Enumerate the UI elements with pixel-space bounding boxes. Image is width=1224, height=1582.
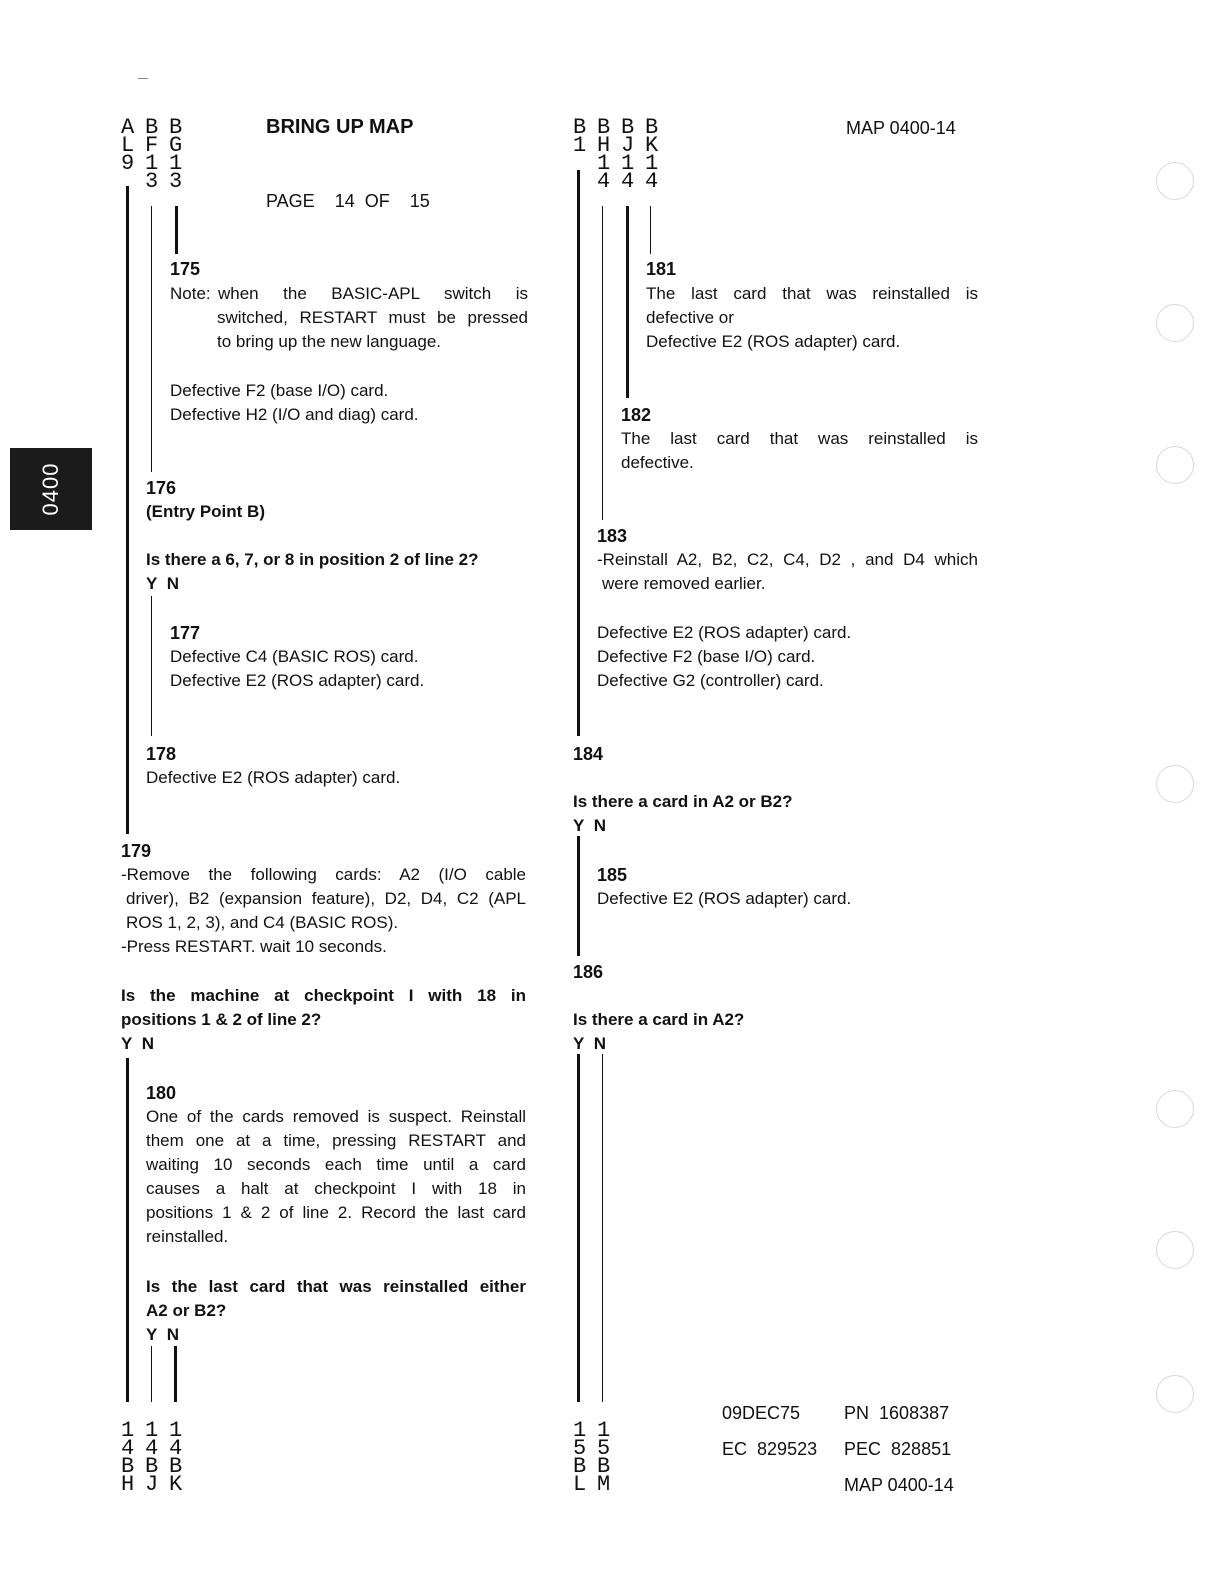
binder-hole bbox=[1156, 162, 1194, 200]
note-line: switched, RESTART must be pressed bbox=[217, 308, 528, 327]
step-178-number: 178 bbox=[146, 744, 177, 764]
connector-char: A bbox=[121, 115, 135, 140]
connector-char: 3 bbox=[169, 169, 183, 194]
step-181-number: 181 bbox=[646, 259, 677, 279]
section-tab-label: 0400 bbox=[38, 462, 63, 516]
footer-pec bbox=[844, 1439, 951, 1460]
connector-char: 1 bbox=[169, 151, 183, 176]
pec-value: 828851 bbox=[891, 1439, 952, 1459]
step-175-actions bbox=[170, 379, 419, 427]
binder-hole bbox=[1156, 446, 1194, 484]
step-180-actions bbox=[146, 1105, 526, 1249]
margin-dash bbox=[138, 78, 148, 79]
yes-label: Y bbox=[573, 1034, 585, 1053]
connector-char: B bbox=[169, 1454, 183, 1479]
flow-line bbox=[151, 1346, 152, 1402]
connector-char: 4 bbox=[121, 1436, 135, 1461]
connector-bh14 bbox=[597, 115, 611, 194]
flow-line bbox=[602, 206, 603, 520]
step-179-yn bbox=[121, 1032, 154, 1056]
connector-15bm bbox=[597, 1418, 611, 1497]
section-tab bbox=[10, 448, 92, 530]
connector-char: 9 bbox=[121, 151, 135, 176]
step-186-yn bbox=[573, 1032, 606, 1056]
defect-line: Defective E2 (ROS adapter) card. bbox=[597, 623, 852, 642]
action-line: defective. bbox=[621, 453, 694, 472]
connector-char: B bbox=[573, 115, 587, 140]
action-line: Defective E2 (ROS adapter) card. bbox=[597, 889, 852, 908]
step-180-question bbox=[146, 1275, 526, 1323]
pn-value: 1608387 bbox=[879, 1403, 950, 1423]
connector-char: M bbox=[597, 1472, 611, 1497]
action-line: causes a halt at checkpoint I with 18 in bbox=[146, 1179, 526, 1198]
step-177-number: 177 bbox=[170, 623, 201, 643]
step-184-number: 184 bbox=[573, 744, 604, 764]
connector-char: B bbox=[621, 115, 635, 140]
step-182-actions bbox=[621, 427, 978, 475]
flow-line bbox=[577, 1054, 580, 1402]
action-line: The last card that was reinstalled is bbox=[646, 284, 978, 303]
connector-bf13 bbox=[145, 115, 159, 194]
flow-line bbox=[650, 206, 651, 254]
yes-label: Y bbox=[121, 1034, 133, 1053]
connector-char: 1 bbox=[573, 1418, 587, 1443]
flow-line bbox=[126, 1058, 129, 1402]
step-179-question bbox=[121, 984, 526, 1032]
step-177-actions bbox=[170, 645, 424, 693]
connector-char: 1 bbox=[597, 1418, 611, 1443]
connector-14bj bbox=[145, 1418, 159, 1497]
connector-char: B bbox=[121, 1454, 135, 1479]
connector-char: B bbox=[645, 115, 659, 140]
step-185-actions bbox=[597, 887, 851, 911]
flow-line bbox=[174, 1346, 177, 1402]
action-line: were removed earlier. bbox=[602, 574, 766, 593]
note-line: when the BASIC-APL switch is bbox=[218, 284, 528, 303]
flow-line bbox=[151, 206, 152, 472]
no-label: N bbox=[593, 816, 607, 835]
ec-label: EC bbox=[722, 1439, 748, 1459]
connector-char: 1 bbox=[597, 151, 611, 176]
action-line: defective or bbox=[646, 308, 734, 327]
step-186-number: 186 bbox=[573, 962, 604, 982]
connector-char: 1 bbox=[645, 151, 659, 176]
action-line: ROS 1, 2, 3), and C4 (BASIC ROS). bbox=[126, 913, 399, 932]
binder-hole bbox=[1156, 765, 1194, 803]
question-line: Is the machine at checkpoint I with 18 in bbox=[121, 986, 526, 1005]
flow-line bbox=[602, 1054, 603, 1402]
flow-line bbox=[126, 186, 129, 834]
step-184-yn bbox=[573, 814, 606, 838]
connector-char: 1 bbox=[573, 133, 587, 158]
action-line: positions 1 & 2 of line 2. Record the last card bbox=[146, 1203, 526, 1222]
step-183-actions bbox=[597, 548, 978, 596]
connector-char: J bbox=[621, 133, 635, 158]
page-total: 15 bbox=[409, 191, 430, 211]
connector-char: B bbox=[573, 1454, 587, 1479]
footer-date: 09DEC75 bbox=[722, 1403, 801, 1423]
connector-char: B bbox=[597, 115, 611, 140]
connector-char: 5 bbox=[597, 1436, 611, 1461]
connector-char: B bbox=[145, 115, 159, 140]
action-line: driver), B2 (expansion feature), D2, D4, C2 (APL bbox=[126, 889, 526, 908]
connector-bk14 bbox=[645, 115, 659, 194]
connector-char: K bbox=[645, 133, 659, 158]
step-175-number: 175 bbox=[170, 259, 201, 279]
action-line: waiting 10 seconds each time until a card bbox=[146, 1155, 526, 1174]
flow-line bbox=[151, 596, 152, 736]
action-line: Defective F2 (base I/O) card. bbox=[170, 381, 389, 400]
no-label: N bbox=[166, 1325, 180, 1344]
question-line: Is the last card that was reinstalled either bbox=[146, 1277, 526, 1296]
connector-char: H bbox=[597, 133, 611, 158]
defect-line: Defective G2 (controller) card. bbox=[597, 671, 824, 690]
step-176-yn bbox=[146, 572, 179, 596]
no-label: N bbox=[593, 1034, 607, 1053]
page-of: OF bbox=[364, 191, 390, 211]
connector-char: L bbox=[121, 133, 135, 158]
step-182-number: 182 bbox=[621, 405, 652, 425]
pn-label: PN bbox=[844, 1403, 870, 1423]
page-title: BRING UP MAP bbox=[266, 116, 414, 138]
step-175-note bbox=[170, 282, 528, 354]
connector-char: 1 bbox=[169, 1418, 183, 1443]
connector-al9 bbox=[121, 115, 135, 176]
defect-line: Defective F2 (base I/O) card. bbox=[597, 647, 816, 666]
connector-char: F bbox=[145, 133, 159, 158]
step-176-number: 176 bbox=[146, 478, 177, 498]
note-label: Note: bbox=[170, 284, 211, 303]
connector-14bh bbox=[121, 1418, 135, 1497]
page-indicator bbox=[266, 191, 430, 212]
step-186-question: Is there a card in A2? bbox=[573, 1010, 745, 1029]
binder-hole bbox=[1156, 1375, 1194, 1413]
connector-char: 4 bbox=[621, 169, 635, 194]
connector-char: 1 bbox=[145, 151, 159, 176]
action-line: One of the cards removed is suspect. Reinstall bbox=[146, 1107, 526, 1126]
footer-ec bbox=[722, 1439, 817, 1460]
flow-line bbox=[577, 836, 580, 956]
connector-char: B bbox=[145, 1454, 159, 1479]
action-line: Defective H2 (I/O and diag) card. bbox=[170, 405, 419, 424]
connector-char: 3 bbox=[145, 169, 159, 194]
connector-char: B bbox=[597, 1454, 611, 1479]
connector-char: 4 bbox=[145, 1436, 159, 1461]
page-number: 14 bbox=[334, 191, 355, 211]
flow-line bbox=[626, 206, 629, 398]
connector-char: 4 bbox=[169, 1436, 183, 1461]
step-181-actions bbox=[646, 282, 978, 354]
action-line: Defective E2 (ROS adapter) card. bbox=[146, 768, 401, 787]
footer-pn bbox=[844, 1403, 949, 1424]
step-179-actions bbox=[121, 863, 526, 959]
flow-line bbox=[175, 206, 178, 254]
connector-char: 4 bbox=[645, 169, 659, 194]
action-line: -Reinstall A2, B2, C2, C4, D2 , and D4 which bbox=[597, 550, 978, 569]
binder-hole bbox=[1156, 1090, 1194, 1128]
action-line: Defective C4 (BASIC ROS) card. bbox=[170, 647, 419, 666]
connector-char: K bbox=[169, 1472, 183, 1497]
action-line: reinstalled. bbox=[146, 1227, 229, 1246]
yes-label: Y bbox=[146, 1325, 158, 1344]
yes-label: Y bbox=[146, 574, 158, 593]
connector-15bl bbox=[573, 1418, 587, 1497]
step-180-number: 180 bbox=[146, 1083, 177, 1103]
connector-char: 1 bbox=[145, 1418, 159, 1443]
step-183-defects bbox=[597, 621, 851, 693]
yes-label: Y bbox=[573, 816, 585, 835]
map-id-header: MAP 0400-14 bbox=[846, 118, 956, 138]
step-180-yn bbox=[146, 1323, 179, 1347]
step-185-number: 185 bbox=[597, 865, 628, 885]
step-184-question: Is there a card in A2 or B2? bbox=[573, 792, 793, 811]
connector-b1 bbox=[573, 115, 587, 158]
no-label: N bbox=[166, 574, 180, 593]
connector-bg13 bbox=[169, 115, 183, 194]
action-line: The last card that was reinstalled is bbox=[621, 429, 978, 448]
action-line: them one at a time, pressing RESTART and bbox=[146, 1131, 526, 1150]
binder-hole bbox=[1156, 304, 1194, 342]
question-line: A2 or B2? bbox=[146, 1301, 227, 1320]
binder-hole bbox=[1156, 1231, 1194, 1269]
action-line: -Press RESTART. wait 10 seconds. bbox=[121, 937, 387, 956]
action-line: -Remove the following cards: A2 (I/O cable bbox=[121, 865, 526, 884]
connector-char: 1 bbox=[121, 1418, 135, 1443]
connector-char: B bbox=[169, 115, 183, 140]
entry-point-label: (Entry Point B) bbox=[146, 502, 265, 521]
ec-value: 829523 bbox=[757, 1439, 818, 1459]
connector-char: L bbox=[573, 1472, 587, 1497]
question-line: positions 1 & 2 of line 2? bbox=[121, 1010, 322, 1029]
step-178-actions bbox=[146, 766, 400, 790]
connector-char: 5 bbox=[573, 1436, 587, 1461]
action-line: Defective E2 (ROS adapter) card. bbox=[646, 332, 901, 351]
step-179-number: 179 bbox=[121, 841, 152, 861]
no-label: N bbox=[141, 1034, 155, 1053]
step-183-number: 183 bbox=[597, 526, 628, 546]
connector-char: 1 bbox=[621, 151, 635, 176]
action-line: Defective E2 (ROS adapter) card. bbox=[170, 671, 425, 690]
flow-line bbox=[577, 170, 580, 736]
page-label: PAGE bbox=[266, 191, 315, 211]
pec-label: PEC bbox=[844, 1439, 882, 1459]
note-line: to bring up the new language. bbox=[217, 332, 442, 351]
connector-char: H bbox=[121, 1472, 135, 1497]
connector-char: J bbox=[145, 1472, 159, 1497]
step-176-question: Is there a 6, 7, or 8 in position 2 of line 2? bbox=[146, 550, 479, 569]
connector-char: G bbox=[169, 133, 183, 158]
connector-bj14 bbox=[621, 115, 635, 194]
connector-char: 4 bbox=[597, 169, 611, 194]
connector-14bk bbox=[169, 1418, 183, 1497]
footer-map-id: MAP 0400-14 bbox=[844, 1475, 954, 1495]
